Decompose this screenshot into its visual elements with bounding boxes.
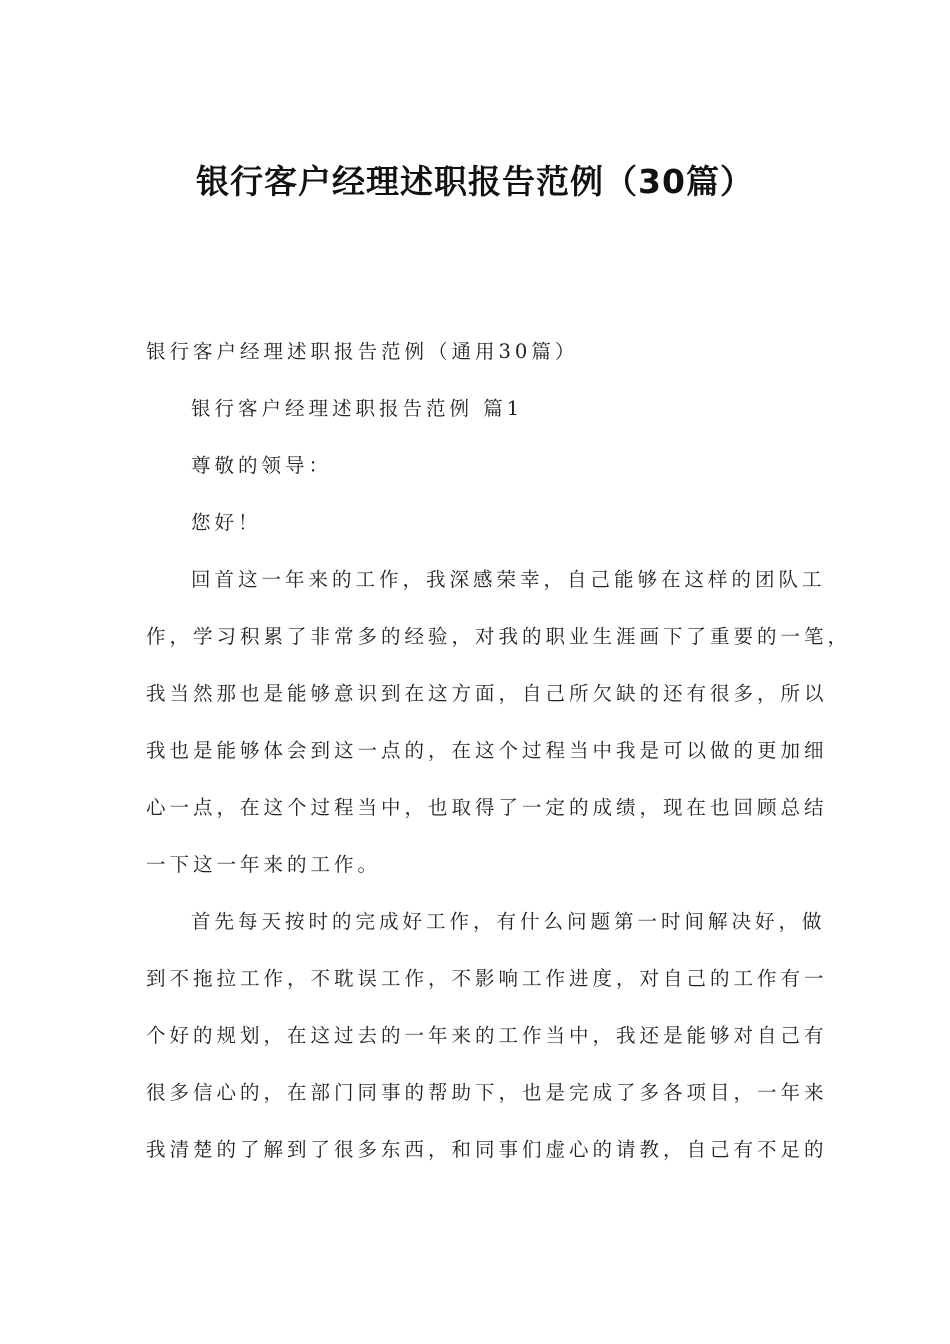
- document-title: 银行客户经理述职报告范例（30篇）: [196, 162, 754, 201]
- greeting: 您好！: [191, 511, 262, 534]
- paragraph-line: 一下这一年来的工作。: [146, 853, 382, 876]
- section-heading: 银行客户经理述职报告范例 篇1: [191, 397, 524, 420]
- paragraph-line: 到不拖拉工作，不耽误工作，不影响工作进度，对自己的工作有一: [146, 967, 828, 990]
- subtitle-line: 银行客户经理述职报告范例（通用30篇）: [146, 340, 579, 363]
- paragraph-line: 作，学习积累了非常多的经验，对我的职业生涯画下了重要的一笔，: [146, 625, 852, 648]
- paragraph-line: 我也是能够体会到这一点的，在这个过程当中我是可以做的更加细: [146, 739, 828, 762]
- paragraph-line: 很多信心的，在部门同事的帮助下，也是完成了多各项目，一年来: [146, 1081, 828, 1104]
- paragraph-line: 我清楚的了解到了很多东西，和同事们虚心的请教，自己有不足的: [146, 1138, 828, 1161]
- paragraph-line: 个好的规划，在这过去的一年来的工作当中，我还是能够对自己有: [146, 1024, 828, 1047]
- paragraph-line: 首先每天按时的完成好工作，有什么问题第一时间解决好，做: [191, 910, 826, 933]
- paragraph-line: 回首这一年来的工作，我深感荣幸，自己能够在这样的团队工: [191, 568, 826, 591]
- paragraph-line: 我当然那也是能够意识到在这方面，自己所欠缺的还有很多，所以: [146, 682, 828, 705]
- salutation: 尊敬的领导：: [191, 454, 333, 477]
- paragraph-line: 心一点，在这个过程当中，也取得了一定的成绩，现在也回顾总结: [146, 796, 828, 819]
